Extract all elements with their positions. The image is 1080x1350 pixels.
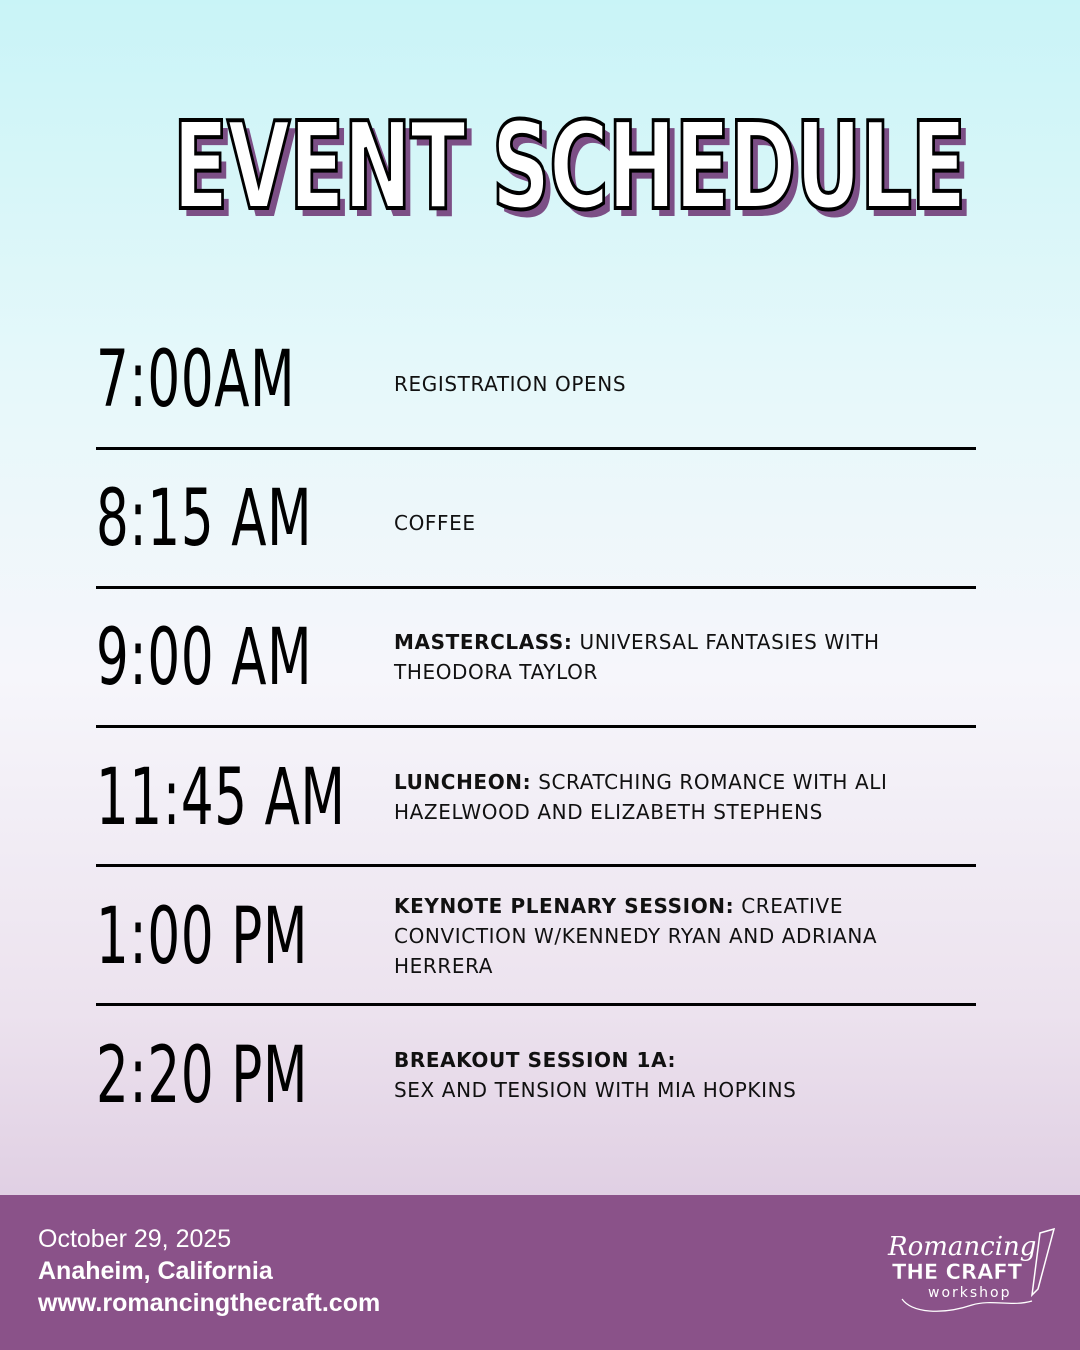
logo [882,1219,1058,1319]
schedule-row [96,1031,976,1131]
page-title: EVENT SCHEDULE [172,98,966,237]
schedule-description-text: REGISTRATION OPENS [394,372,627,396]
schedule-description [394,767,954,827]
schedule-description-text: SCRATCHING ROMANCE WITH ALI HAZELWOOD AND ELIZABETH STEPHENS [394,770,888,824]
logo-main-text: THE CRAFT [892,1260,1023,1284]
schedule-description-label: KEYNOTE PLENARY SESSION: [394,894,735,918]
schedule-description [394,508,954,538]
schedule-row [96,753,976,853]
schedule-time: 8:15 AM [96,474,313,564]
website-link[interactable]: www.romancingthecraft.com [38,1289,381,1317]
schedule-description-label: MASTERCLASS: [394,630,573,654]
schedule-row [96,335,976,435]
logo-sub-text: workshop [928,1285,1012,1301]
schedule-time: 7:00AM [96,335,296,425]
divider [96,1003,976,1006]
schedule-time: 2:20 PM [96,1031,309,1121]
schedule-row [96,892,976,992]
schedule-row [96,613,976,713]
divider [96,447,976,450]
schedule-time: 11:45 AM [96,753,346,843]
schedule-description-text: UNIVERSAL FANTASIES WITH THEODORA TAYLOR [394,630,880,684]
logo-script-text: Romancing [888,1232,1037,1262]
schedule-description-text: SEX AND TENSION WITH MIA HOPKINS [394,1078,797,1102]
schedule-description-label: BREAKOUT SESSION 1A: [394,1048,677,1072]
divider [96,725,976,728]
schedule-description [394,627,954,687]
schedule-description-text: COFFEE [394,511,476,535]
schedule-time: 1:00 PM [96,892,309,982]
schedule-description [394,1045,954,1105]
event-date: October 29, 2025 [38,1225,232,1253]
schedule-description [394,891,954,981]
schedule-description [394,369,954,399]
schedule-description-label: LUNCHEON: [394,770,532,794]
schedule-row [96,474,976,574]
divider [96,586,976,589]
divider [96,864,976,867]
schedule-description-text: CREATIVE CONVICTION W/KENNEDY RYAN AND ADRIANA HERRERA [394,894,878,978]
footer [0,1195,1080,1350]
schedule-time: 9:00 AM [96,613,313,703]
event-location: Anaheim, California [38,1257,273,1285]
